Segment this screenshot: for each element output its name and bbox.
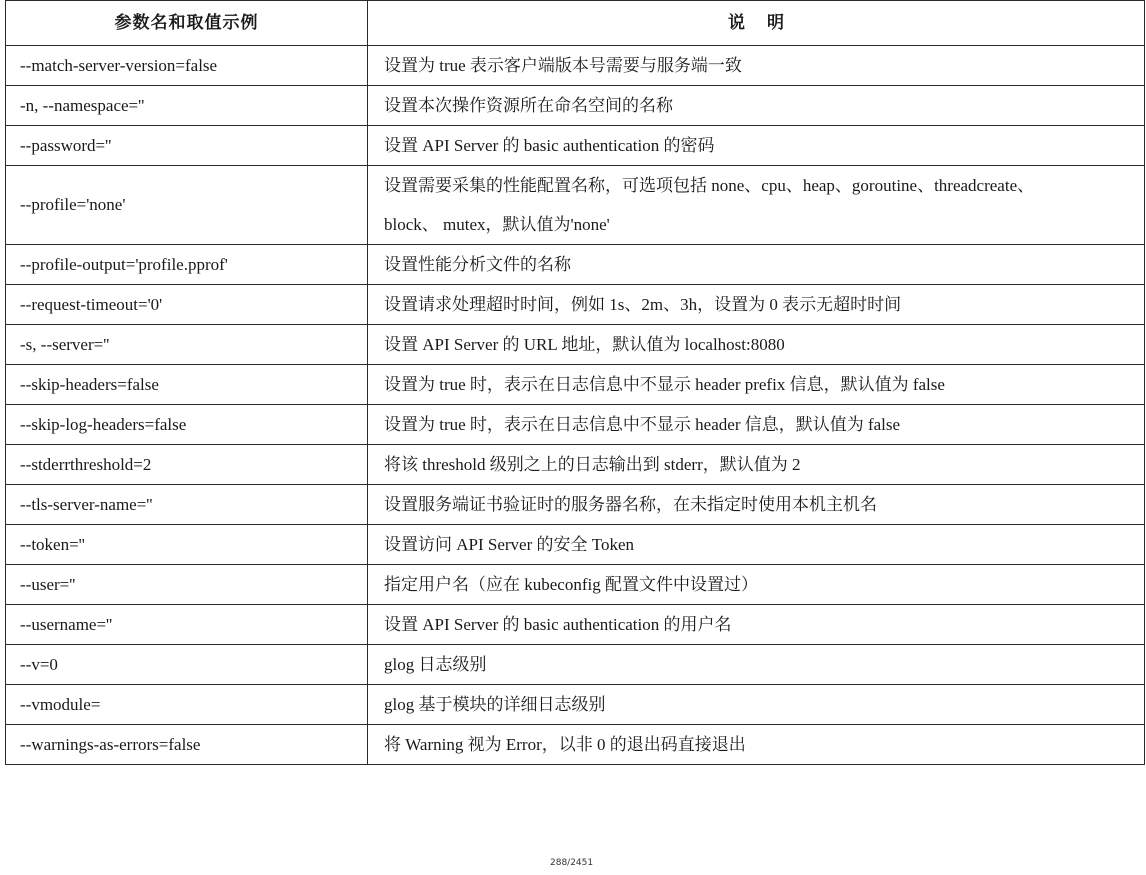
table-row [6,86,1145,126]
page-number: 288/2451 [550,858,594,868]
table-row [6,685,1145,725]
table-row [6,325,1145,365]
table-row [6,445,1145,485]
desc-line: 指定用户名（应在 kubeconfig 配置文件中设置过） [384,574,758,594]
desc-line: block、 mutex，默认值为'none' [384,215,610,234]
desc-cell [368,445,1145,485]
desc-line: 设置性能分析文件的名称 [384,254,571,274]
param-cell: --profile='none' [6,166,368,245]
desc-line: 设置 API Server 的 URL 地址，默认值为 localhost:8080 [384,334,785,354]
desc-cell [368,405,1145,445]
desc-cell [368,245,1145,285]
table-row [6,605,1145,645]
desc-cell [368,725,1145,765]
table-row [6,565,1145,605]
header-desc: 说明 [368,1,1145,46]
desc-cell [368,485,1145,525]
param-cell: --token='' [6,525,368,565]
table-row [6,525,1145,565]
table-row [6,645,1145,685]
desc-cell [368,645,1145,685]
desc-line: 设置访问 API Server 的安全 Token [384,534,635,554]
desc-line: 设置请求处理超时时间，例如 1s、2m、3h，设置为 0 表示无超时时间 [384,294,902,314]
desc-cell [368,605,1145,645]
desc-line: 设置 API Server 的 basic authentication 的密码 [384,135,715,155]
desc-cell [368,525,1145,565]
param-cell: --vmodule= [6,685,368,725]
desc-cell [368,86,1145,126]
param-cell: --skip-headers=false [6,365,368,405]
param-cell: --match-server-version=false [6,46,368,86]
desc-line: 设置本次操作资源所在命名空间的名称 [384,95,673,115]
header-param: 参数名和取值示例 [6,1,368,46]
table-row [6,166,1145,245]
desc-line: glog 日志级别 [384,654,487,674]
desc-cell [368,285,1145,325]
desc-cell [368,126,1145,166]
param-cell: --skip-log-headers=false [6,405,368,445]
desc-cell [368,166,1145,245]
desc-line: 设置为 true 时，表示在日志信息中不显示 header 信息，默认值为 false [384,414,901,434]
desc-line: 设置服务端证书验证时的服务器名称，在未指定时使用本机主机名 [384,494,877,514]
desc-line: 设置 API Server 的 basic authentication 的用户名 [384,614,732,634]
table-body [6,46,1145,765]
table-row [6,485,1145,525]
param-cell: --username='' [6,605,368,645]
table-row [6,245,1145,285]
param-cell: --stderrthreshold=2 [6,445,368,485]
table-row [6,285,1145,325]
table-row [6,405,1145,445]
desc-line: 设置为 true 表示客户端版本号需要与服务端一致 [384,55,742,75]
table-header-row [6,1,1145,46]
parameter-table [5,0,1145,765]
table-row [6,126,1145,166]
desc-cell [368,325,1145,365]
param-cell: --v=0 [6,645,368,685]
table-row [6,46,1145,86]
param-cell: --password='' [6,126,368,166]
desc-line: 将该 threshold 级别之上的日志输出到 stderr，默认值为 2 [384,454,801,474]
desc-line: 设置为 true 时，表示在日志信息中不显示 header prefix 信息，默认值为 false [384,374,945,394]
desc-cell [368,46,1145,86]
desc-line: 设置需要采集的性能配置名称，可选项包括 none、cpu、heap、goroutine、threadcreate、 [384,176,1035,195]
desc-cell [368,365,1145,405]
desc-line: 将 Warning 视为 Error，以非 0 的退出码直接退出 [384,734,746,754]
param-cell: --request-timeout='0' [6,285,368,325]
param-cell: --user='' [6,565,368,605]
desc-line: glog 基于模块的详细日志级别 [384,694,606,714]
desc-cell [368,685,1145,725]
param-cell: -s, --server='' [6,325,368,365]
param-cell: --warnings-as-errors=false [6,725,368,765]
table-row [6,365,1145,405]
param-cell: --tls-server-name='' [6,485,368,525]
document-page [5,0,1144,874]
param-cell: -n, --namespace='' [6,86,368,126]
param-cell: --profile-output='profile.pprof' [6,245,368,285]
table-row [6,725,1145,765]
desc-cell [368,565,1145,605]
